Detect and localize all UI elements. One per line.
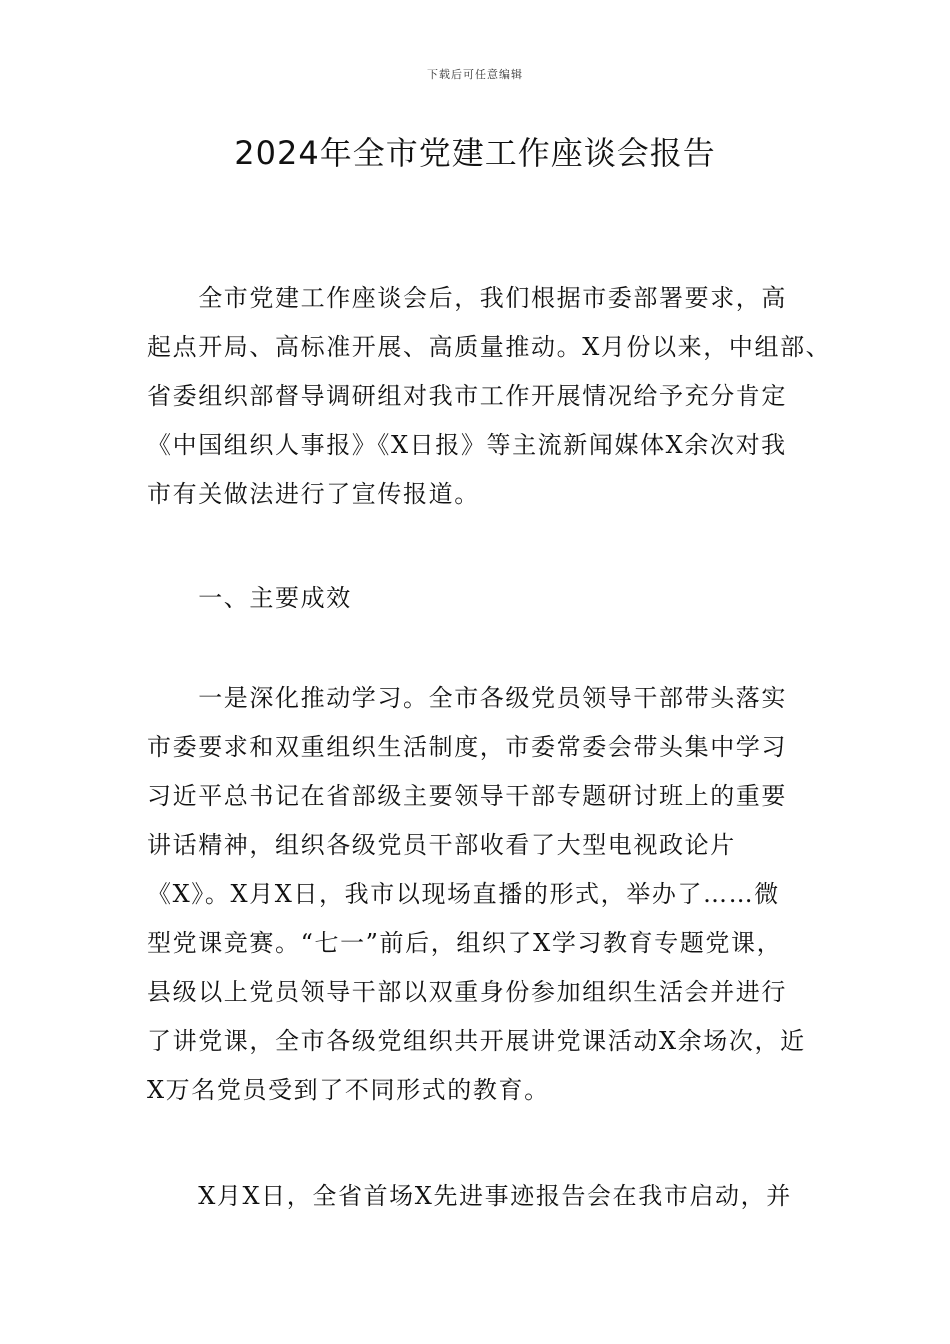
section-heading-text: 一、主要成效 xyxy=(147,584,352,612)
paragraph-line: 《中国组织人事报》《X日报》等主流新闻媒体X余次对我 xyxy=(147,431,787,459)
paragraph-line: 讲话精神，组织各级党员干部收看了大型电视政论片 xyxy=(147,831,736,859)
paragraph-line: 一是深化推动学习。全市各级党员领导干部带头落实 xyxy=(147,684,787,712)
paragraph-line: 起点开局、高标准开展、高质量推动。X月份以来，中组部、 xyxy=(147,333,832,361)
paragraph-line: X月X日，全省首场X先进事迹报告会在我市启动，并 xyxy=(147,1182,792,1210)
paragraph-line: 市委要求和双重组织生活制度，市委常委会带头集中学习 xyxy=(147,733,787,761)
paragraph-line: 了讲党课，全市各级党组织共开展讲党课活动X余场次，近 xyxy=(147,1027,806,1055)
section-heading xyxy=(147,574,807,623)
paragraph-line: 市有关做法进行了宣传报道。 xyxy=(147,480,480,508)
paragraph-line: X万名党员受到了不同形式的教育。 xyxy=(147,1076,550,1104)
paragraph-line: 全市党建工作座谈会后，我们根据市委部署要求，高 xyxy=(147,284,787,312)
paragraph-intro xyxy=(147,274,832,519)
paragraph-line: 省委组织部督导调研组对我市工作开展情况给予充分肯定 xyxy=(147,382,787,410)
paragraph-line: 型党课竞赛。“七一”前后，组织了X学习教育专题党课， xyxy=(147,929,783,957)
paragraph-line: 县级以上党员领导干部以双重身份参加组织生活会并进行 xyxy=(147,978,787,1006)
header-note: 下载后可任意编辑 xyxy=(427,68,523,81)
document-title: 2024年全市党建工作座谈会报告 xyxy=(234,134,716,172)
paragraph-line: 《X》。X月X日，我市以现场直播的形式，举办了……微 xyxy=(147,880,780,908)
paragraph-report-meeting xyxy=(147,1172,807,1221)
paragraph-study xyxy=(147,674,807,1115)
paragraph-line: 习近平总书记在省部级主要领导干部专题研讨班上的重要 xyxy=(147,782,787,810)
